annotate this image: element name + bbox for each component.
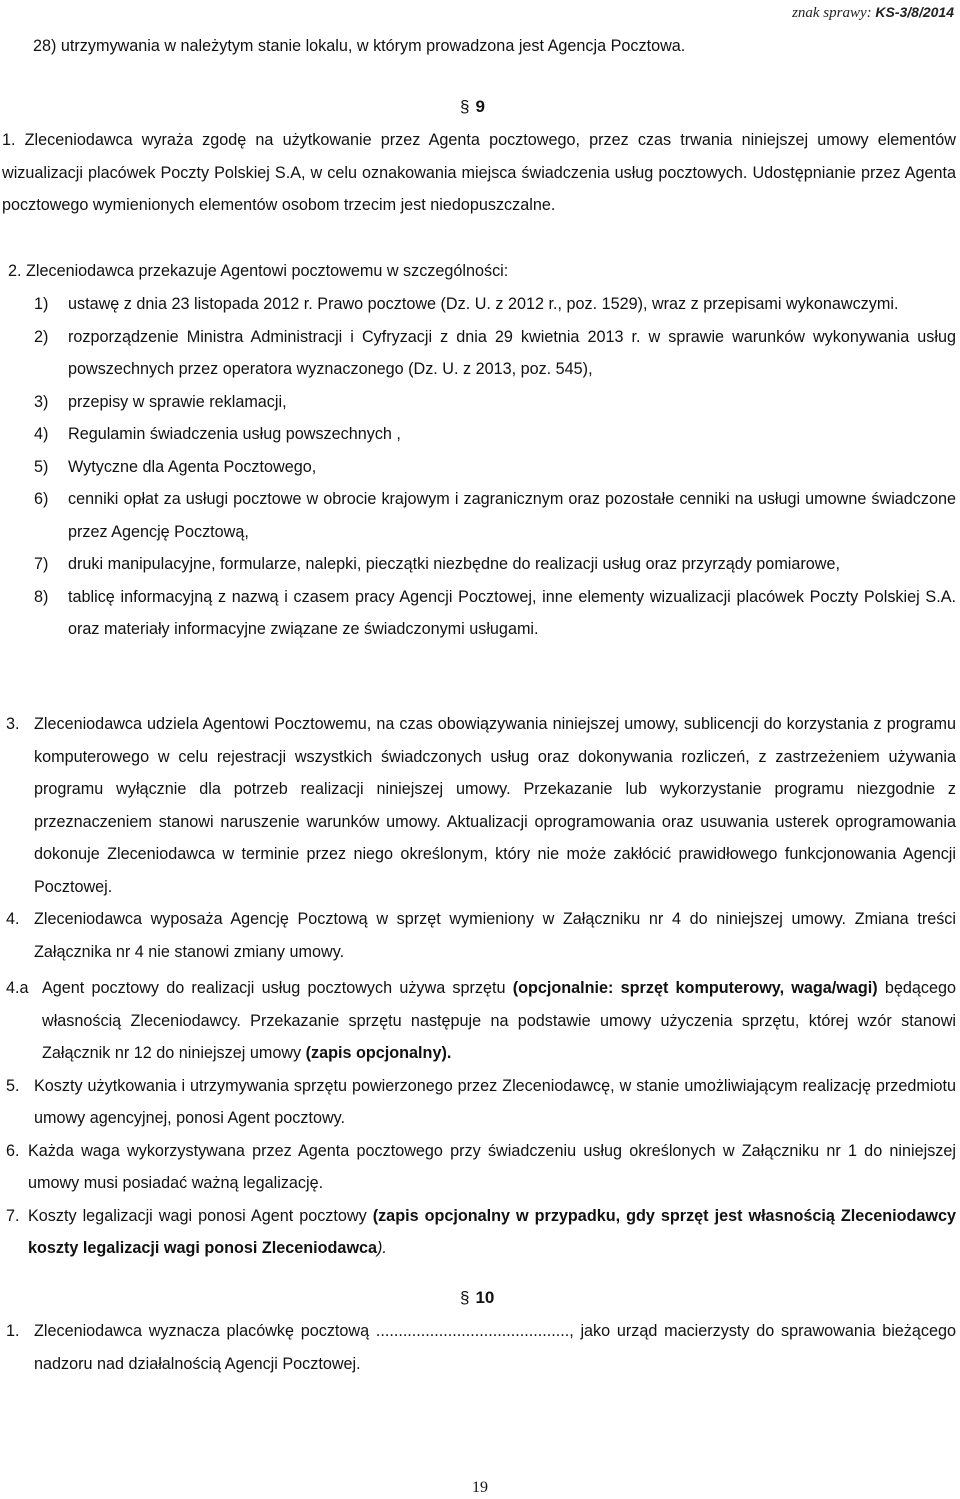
paragraph-number: 4.a — [6, 979, 29, 997]
list-item — [34, 548, 956, 581]
paragraph-bold-part: (zapis opcjonalny w przypadku, gdy sprzęt jest własnością Zleceniodawcy koszty legalizacji wagi ponosi Zleceniodawca — [28, 1206, 957, 1257]
item-28: 28) utrzymywania w należytym stanie lokalu, w którym prowadzona jest Agencja Pocztowa. — [33, 37, 686, 55]
section-number: 9 — [475, 97, 485, 116]
paragraph-number: 4. — [6, 910, 20, 928]
list-item-number: 4) — [34, 425, 49, 443]
paragraph-number: 3. — [6, 715, 20, 733]
paragraph-number: 1. — [6, 1322, 20, 1340]
paragraph-text: Zleceniodawca wyznacza placówkę pocztową ..........................................., jako urząd macierzysty do sprawowania bieżącego nadzoru nad działalnością Agencji Pocztowej. — [34, 1322, 956, 1373]
list-item-text: Wytyczne dla Agenta Pocztowego, — [68, 457, 317, 476]
page-number: 19 — [472, 1479, 488, 1496]
list-item-text: rozporządzenie Ministra Administracji i Cyfryzacji z dnia 29 kwietnia 2013 r. w sprawie warunków wykonywania usług powszechnych przez operatora wyznaczonego (Dz. U. z 2013, poz. 545), — [68, 327, 956, 378]
paragraph-text: Zleceniodawca udziela Agentowi Pocztowemu, na czas obowiązywania niniejszej umowy, sublicencji do korzystania z programu komputerowego w celu rejestracji wszystkich świadczonych usług oraz dokonywania rozliczeń, z zastrzeżeniem używania programu wyłącznie dla potrzeb realizacji niniejszej umowy. Przekazanie lub wykorzystanie programu niezgodnie z przeznaczeniem stanowi naruszenie warunków umowy. Aktualizacji oprogramowania oraz usuwania usterek oprogramowania dokonuje Zleceniodawca w terminie przez niego określonym, który nie może zakłócić prawidłowego funkcjonowania Agencji Pocztowej. — [34, 715, 956, 896]
list-item-text: przepisy w sprawie reklamacji, — [68, 392, 287, 411]
list-item-text: ustawę z dnia 23 listopada 2012 r. Prawo pocztowe (Dz. U. z 2012 r., poz. 1529), wraz z przepisami wykonawczymi. — [68, 295, 899, 313]
list-item — [34, 451, 956, 484]
list-item-number: 5) — [34, 457, 49, 476]
paragraph-bold-part: (zapis opcjonalny). — [305, 1044, 452, 1062]
list-item-text: cenniki opłat za usługi pocztowe w obrocie krajowym i zagranicznym oraz pozostałe cenniki na usługi umowne świadczone przez Agencję Pocztową, — [68, 490, 956, 541]
paragraph-bold-part: (opcjonalnie: sprzęt komputerowy, waga/wagi) — [512, 979, 878, 997]
s10-paragraph-1 — [6, 1315, 956, 1380]
section-10-heading — [460, 1288, 494, 1308]
paragraph-text — [42, 972, 956, 1070]
paragraph-number: 5. — [6, 1076, 20, 1095]
list-item-text: tablicę informacyjną z nazwą i czasem pracy Agencji Pocztowej, inne elementy wizualizacji placówek Poczty Polskiej S.A. oraz materiały informacyjne związane ze świadczonymi usługami. — [68, 587, 956, 638]
list-item — [34, 288, 956, 321]
list-item-text: druki manipulacyjne, formularze, nalepki, pieczątki niezbędne do realizacji usług oraz przyrządy pomiarowe, — [68, 555, 840, 573]
paragraph-text-part: Koszty legalizacji wagi ponosi Agent pocztowy — [28, 1206, 367, 1225]
s9-numbered-paragraphs — [6, 708, 956, 1265]
paragraph-text: Koszty użytkowania i utrzymywania sprzętu powierzonego przez Zleceniodawcę, w stanie umożliwiającym realizację przedmiotu umowy agencyjnej, ponosi Agent pocztowy. — [34, 1076, 956, 1127]
list-item-number: 8) — [34, 587, 49, 606]
paragraph-number: 6. — [6, 1141, 20, 1160]
s9-paragraph-5 — [6, 1070, 956, 1135]
s9-paragraph-6 — [6, 1135, 956, 1200]
paragraph-number: 7. — [6, 1206, 20, 1225]
paragraph-text: Każda waga wykorzystywana przez Agenta pocztowego przy świadczeniu usług określonych w Załączniku nr 1 do niniejszej umowy musi posiadać ważną legalizację. — [28, 1141, 956, 1192]
list-item — [34, 321, 956, 386]
list-item-number: 6) — [34, 490, 49, 508]
paragraph-text — [28, 1200, 956, 1265]
paragraph-text-part: będącego własnością Zleceniodawcy. Przekazanie sprzętu następuje na podstawie umowy użyczenia sprzętu, której wzór stanowi Załącznik nr 12 do niniejszej umowy — [42, 979, 956, 1062]
paragraph-text: Zleceniodawca wyposaża Agencję Pocztową w sprzęt wymieniony w Załączniku nr 4 do niniejszej umowy. Zmiana treści Załącznika nr 4 nie stanowi zmiany umowy. — [34, 910, 956, 961]
section-symbol: § — [460, 97, 470, 116]
paragraph-text-part: Agent pocztowy do realizacji usług pocztowych używa sprzętu — [42, 979, 506, 997]
list-item — [34, 581, 956, 646]
section-9-heading — [460, 97, 485, 117]
list-item-number: 1) — [34, 295, 49, 313]
list-item — [34, 483, 956, 548]
case-reference-value: KS-3/8/2014 — [875, 4, 954, 20]
list-item — [34, 386, 956, 419]
s9-paragraph-7 — [6, 1200, 956, 1265]
section-number: 10 — [475, 1288, 495, 1307]
s9-paragraph-2: 2. Zleceniodawca przekazuje Agentowi pocztowemu w szczególności: — [8, 262, 509, 280]
section-symbol: § — [460, 1288, 470, 1307]
s9-paragraph-1-text: 1. Zleceniodawca wyraża zgodę na użytkowanie przez Agenta pocztowego, przez czas trwania niniejszej umowy elementów wizualizacji placówek Poczty Polskiej S.A, w celu oznakowania miejsca świadczenia usług pocztowych. Udostępnianie przez Agenta pocztowego wymienionych elementów osobom trzecim jest niedopuszczalne. — [2, 131, 956, 214]
paragraph-italic-part: ). — [377, 1239, 387, 1257]
list-item-number: 3) — [34, 392, 49, 411]
s9-paragraph-3 — [6, 708, 956, 903]
list-item-text: Regulamin świadczenia usług powszechnych , — [68, 425, 401, 443]
s9-paragraph-4a — [6, 972, 956, 1070]
s9-paragraph-1 — [2, 124, 956, 222]
s9-list — [34, 288, 956, 646]
list-item — [34, 418, 956, 451]
list-item-number: 2) — [34, 327, 49, 346]
case-reference — [792, 4, 954, 22]
list-item-number: 7) — [34, 555, 49, 573]
case-reference-label: znak sprawy: — [792, 5, 872, 21]
s9-paragraph-4 — [6, 903, 956, 968]
